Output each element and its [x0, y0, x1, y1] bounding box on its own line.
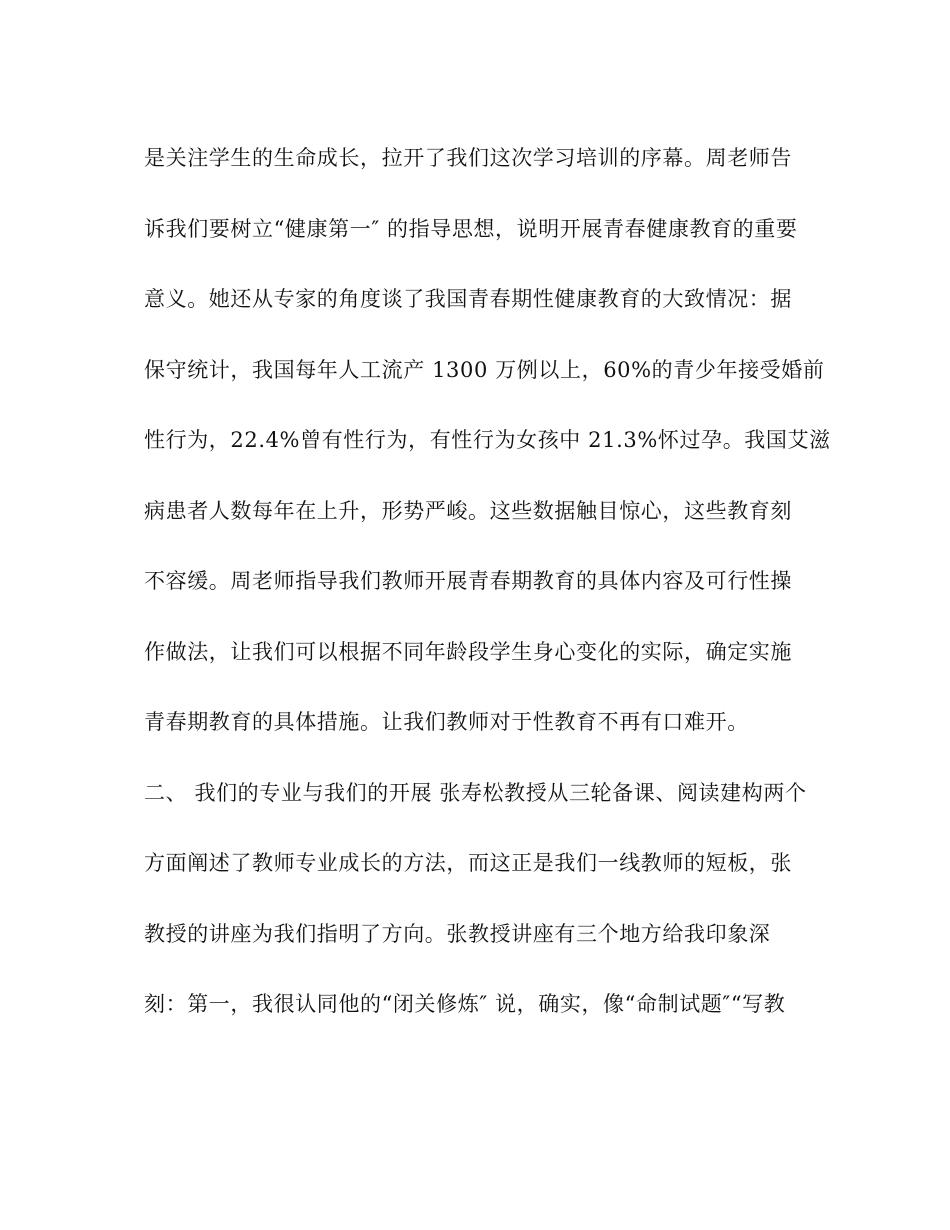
text-line: 保守统计，我国每年人工流产 1300 万例以上，60%的青少年接受婚前 — [144, 357, 825, 382]
section-heading-line: 二、 我们的专业与我们的开展 张寿松教授从三轮备课、阅读建构两个 — [144, 780, 807, 805]
text-line: 教授的讲座为我们指明了方向。张教授讲座有三个地方给我印象深 — [144, 921, 771, 946]
text-line: 是关注学生的生命成长，拉开了我们这次学习培训的序幕。周老师告 — [144, 146, 792, 170]
text-line: 性行为，22.4%曾有性行为，有性行为女孩中 21.3%怀过孕。我国艾滋 — [144, 428, 831, 452]
text-line: 刻：第一，我很认同他的“闭关修炼″ 说，确实，像“命制试题″“写教 — [144, 992, 786, 1016]
text-line: 意义。她还从专家的角度谈了我国青春期性健康教育的大致情况：据 — [144, 287, 792, 311]
text-line: 青春期教育的具体措施。让我们教师对于性教育不再有口难开。 — [144, 710, 749, 734]
text-line: 诉我们要树立“健康第一″ 的指导思想，说明开展青春健康教育的重要 — [144, 216, 798, 241]
text-line: 方面阐述了教师专业成长的方法，而这正是我们一线教师的短板，张 — [144, 851, 792, 875]
text-line: 病患者人数每年在上升，形势严峻。这些数据触目惊心，这些教育刻 — [144, 498, 792, 523]
text-line: 不容缓。周老师指导我们教师开展青春期教育的具体内容及可行性操 — [144, 569, 792, 593]
document-body — [144, 132, 831, 1049]
text-line: 作做法，让我们可以根据不同年龄段学生身心变化的实际，确定实施 — [144, 639, 792, 664]
